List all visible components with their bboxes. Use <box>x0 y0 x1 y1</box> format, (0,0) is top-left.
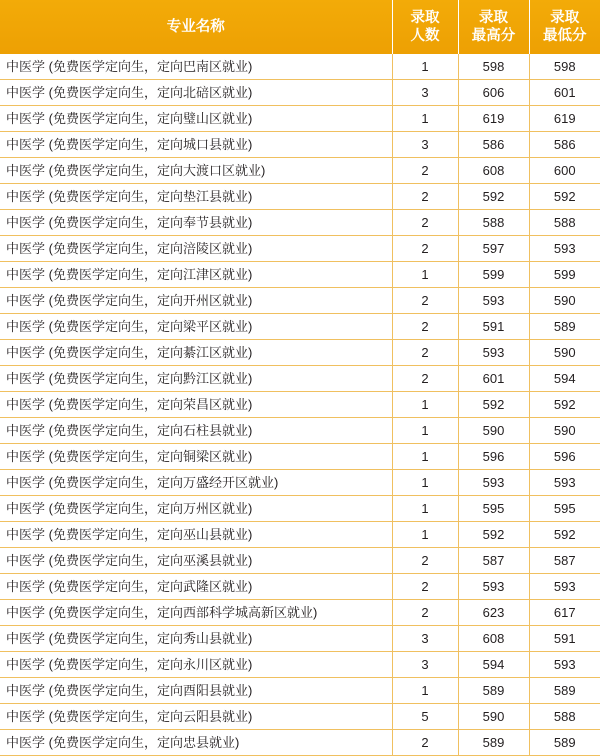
cell-min-score: 586 <box>529 132 600 158</box>
cell-min-score: 598 <box>529 54 600 80</box>
cell-min-score: 593 <box>529 470 600 496</box>
cell-admitted-count: 1 <box>392 470 458 496</box>
cell-major-name: 中医学 (免费医学定向生，定向西部科学城高新区就业) <box>0 600 392 626</box>
cell-min-score: 592 <box>529 522 600 548</box>
column-header-count <box>392 0 458 54</box>
table-row <box>0 132 600 158</box>
cell-major-name: 中医学 (免费医学定向生，定向武隆区就业) <box>0 574 392 600</box>
cell-max-score: 599 <box>458 262 529 288</box>
cell-min-score: 601 <box>529 80 600 106</box>
cell-admitted-count: 2 <box>392 210 458 236</box>
cell-major-name: 中医学 (免费医学定向生，定向梁平区就业) <box>0 314 392 340</box>
cell-max-score: 595 <box>458 496 529 522</box>
cell-admitted-count: 2 <box>392 314 458 340</box>
cell-min-score: 593 <box>529 652 600 678</box>
column-header-count-line2: 人数 <box>410 28 440 44</box>
cell-max-score: 594 <box>458 652 529 678</box>
cell-major-name: 中医学 (免费医学定向生，定向北碚区就业) <box>0 80 392 106</box>
cell-major-name: 中医学 (免费医学定向生，定向荣昌区就业) <box>0 392 392 418</box>
cell-admitted-count: 1 <box>392 444 458 470</box>
cell-max-score: 608 <box>458 626 529 652</box>
cell-max-score: 591 <box>458 314 529 340</box>
cell-max-score: 592 <box>458 522 529 548</box>
table-row <box>0 184 600 210</box>
table-row <box>0 314 600 340</box>
table-row <box>0 470 600 496</box>
cell-max-score: 593 <box>458 288 529 314</box>
cell-max-score: 586 <box>458 132 529 158</box>
cell-min-score: 591 <box>529 626 600 652</box>
cell-admitted-count: 2 <box>392 236 458 262</box>
table-header <box>0 0 600 54</box>
table-row <box>0 106 600 132</box>
column-header-max-line2: 最高分 <box>471 28 516 44</box>
cell-min-score: 592 <box>529 184 600 210</box>
cell-max-score: 592 <box>458 392 529 418</box>
cell-min-score: 596 <box>529 444 600 470</box>
table-row <box>0 574 600 600</box>
cell-admitted-count: 3 <box>392 652 458 678</box>
cell-max-score: 623 <box>458 600 529 626</box>
cell-admitted-count: 1 <box>392 522 458 548</box>
table-row <box>0 548 600 574</box>
column-header-max-line1: 录取 <box>479 9 508 26</box>
cell-max-score: 589 <box>458 678 529 704</box>
cell-major-name: 中医学 (免费医学定向生，定向垫江县就业) <box>0 184 392 210</box>
cell-major-name: 中医学 (免费医学定向生，定向黔江区就业) <box>0 366 392 392</box>
cell-major-name: 中医学 (免费医学定向生，定向巫山县就业) <box>0 522 392 548</box>
cell-min-score: 590 <box>529 288 600 314</box>
cell-major-name: 中医学 (免费医学定向生，定向酉阳县就业) <box>0 678 392 704</box>
cell-admitted-count: 1 <box>392 106 458 132</box>
cell-admitted-count: 3 <box>392 80 458 106</box>
cell-major-name: 中医学 (免费医学定向生，定向江津区就业) <box>0 262 392 288</box>
cell-admitted-count: 3 <box>392 132 458 158</box>
cell-admitted-count: 3 <box>392 626 458 652</box>
cell-major-name: 中医学 (免费医学定向生，定向巫溪县就业) <box>0 548 392 574</box>
table-row <box>0 262 600 288</box>
cell-min-score: 594 <box>529 366 600 392</box>
cell-max-score: 608 <box>458 158 529 184</box>
cell-major-name: 中医学 (免费医学定向生，定向石柱县就业) <box>0 418 392 444</box>
cell-max-score: 593 <box>458 340 529 366</box>
cell-min-score: 588 <box>529 704 600 730</box>
cell-min-score: 589 <box>529 678 600 704</box>
cell-admitted-count: 2 <box>392 340 458 366</box>
cell-max-score: 590 <box>458 418 529 444</box>
cell-admitted-count: 2 <box>392 366 458 392</box>
cell-admitted-count: 5 <box>392 704 458 730</box>
cell-min-score: 589 <box>529 730 600 756</box>
cell-major-name: 中医学 (免费医学定向生，定向铜梁区就业) <box>0 444 392 470</box>
cell-major-name: 中医学 (免费医学定向生，定向巴南区就业) <box>0 54 392 80</box>
cell-major-name: 中医学 (免费医学定向生，定向涪陵区就业) <box>0 236 392 262</box>
column-header-major-label: 专业名称 <box>166 18 225 35</box>
cell-min-score: 589 <box>529 314 600 340</box>
cell-admitted-count: 1 <box>392 678 458 704</box>
table-row <box>0 158 600 184</box>
cell-major-name: 中医学 (免费医学定向生，定向永川区就业) <box>0 652 392 678</box>
column-header-max-score <box>458 0 529 54</box>
cell-major-name: 中医学 (免费医学定向生，定向大渡口区就业) <box>0 158 392 184</box>
cell-min-score: 619 <box>529 106 600 132</box>
cell-min-score: 600 <box>529 158 600 184</box>
table-header-row <box>0 0 600 54</box>
cell-admitted-count: 1 <box>392 262 458 288</box>
table-row <box>0 54 600 80</box>
table-row <box>0 444 600 470</box>
cell-max-score: 606 <box>458 80 529 106</box>
cell-max-score: 593 <box>458 574 529 600</box>
table-row <box>0 418 600 444</box>
cell-min-score: 599 <box>529 262 600 288</box>
cell-min-score: 587 <box>529 548 600 574</box>
table-row <box>0 392 600 418</box>
cell-admitted-count: 2 <box>392 574 458 600</box>
table-row <box>0 288 600 314</box>
column-header-min-score <box>529 0 600 54</box>
cell-major-name: 中医学 (免费医学定向生，定向云阳县就业) <box>0 704 392 730</box>
cell-admitted-count: 2 <box>392 600 458 626</box>
table-body <box>0 54 600 756</box>
cell-max-score: 598 <box>458 54 529 80</box>
table-row <box>0 210 600 236</box>
table-row <box>0 730 600 756</box>
column-header-count-line1: 录取 <box>410 9 440 26</box>
cell-admitted-count: 1 <box>392 418 458 444</box>
cell-min-score: 593 <box>529 574 600 600</box>
cell-max-score: 596 <box>458 444 529 470</box>
table-row <box>0 626 600 652</box>
cell-min-score: 592 <box>529 392 600 418</box>
table-row <box>0 704 600 730</box>
cell-min-score: 588 <box>529 210 600 236</box>
table-row <box>0 340 600 366</box>
cell-max-score: 587 <box>458 548 529 574</box>
cell-major-name: 中医学 (免费医学定向生，定向城口县就业) <box>0 132 392 158</box>
cell-max-score: 592 <box>458 184 529 210</box>
cell-admitted-count: 1 <box>392 392 458 418</box>
table-row <box>0 366 600 392</box>
cell-max-score: 588 <box>458 210 529 236</box>
cell-max-score: 601 <box>458 366 529 392</box>
cell-max-score: 589 <box>458 730 529 756</box>
cell-max-score: 593 <box>458 470 529 496</box>
cell-max-score: 619 <box>458 106 529 132</box>
cell-major-name: 中医学 (免费医学定向生，定向秀山县就业) <box>0 626 392 652</box>
cell-min-score: 593 <box>529 236 600 262</box>
cell-major-name: 中医学 (免费医学定向生，定向忠县就业) <box>0 730 392 756</box>
cell-max-score: 590 <box>458 704 529 730</box>
cell-major-name: 中医学 (免费医学定向生，定向綦江区就业) <box>0 340 392 366</box>
cell-admitted-count: 1 <box>392 54 458 80</box>
column-header-min-line1: 录取 <box>550 9 580 26</box>
column-header-min-line2: 最低分 <box>543 28 587 44</box>
cell-max-score: 597 <box>458 236 529 262</box>
cell-admitted-count: 2 <box>392 548 458 574</box>
table-row <box>0 80 600 106</box>
cell-min-score: 590 <box>529 340 600 366</box>
table-row <box>0 496 600 522</box>
cell-admitted-count: 2 <box>392 288 458 314</box>
table-row <box>0 236 600 262</box>
cell-major-name: 中医学 (免费医学定向生，定向璧山区就业) <box>0 106 392 132</box>
cell-admitted-count: 2 <box>392 158 458 184</box>
cell-min-score: 590 <box>529 418 600 444</box>
cell-min-score: 617 <box>529 600 600 626</box>
cell-major-name: 中医学 (免费医学定向生，定向奉节县就业) <box>0 210 392 236</box>
table-row <box>0 652 600 678</box>
cell-admitted-count: 1 <box>392 496 458 522</box>
table-row <box>0 600 600 626</box>
table-row <box>0 522 600 548</box>
table-row <box>0 678 600 704</box>
column-header-major <box>0 0 392 54</box>
cell-major-name: 中医学 (免费医学定向生，定向开州区就业) <box>0 288 392 314</box>
cell-admitted-count: 2 <box>392 730 458 756</box>
cell-min-score: 595 <box>529 496 600 522</box>
cell-major-name: 中医学 (免费医学定向生，定向万盛经开区就业) <box>0 470 392 496</box>
cell-admitted-count: 2 <box>392 184 458 210</box>
cell-major-name: 中医学 (免费医学定向生，定向万州区就业) <box>0 496 392 522</box>
